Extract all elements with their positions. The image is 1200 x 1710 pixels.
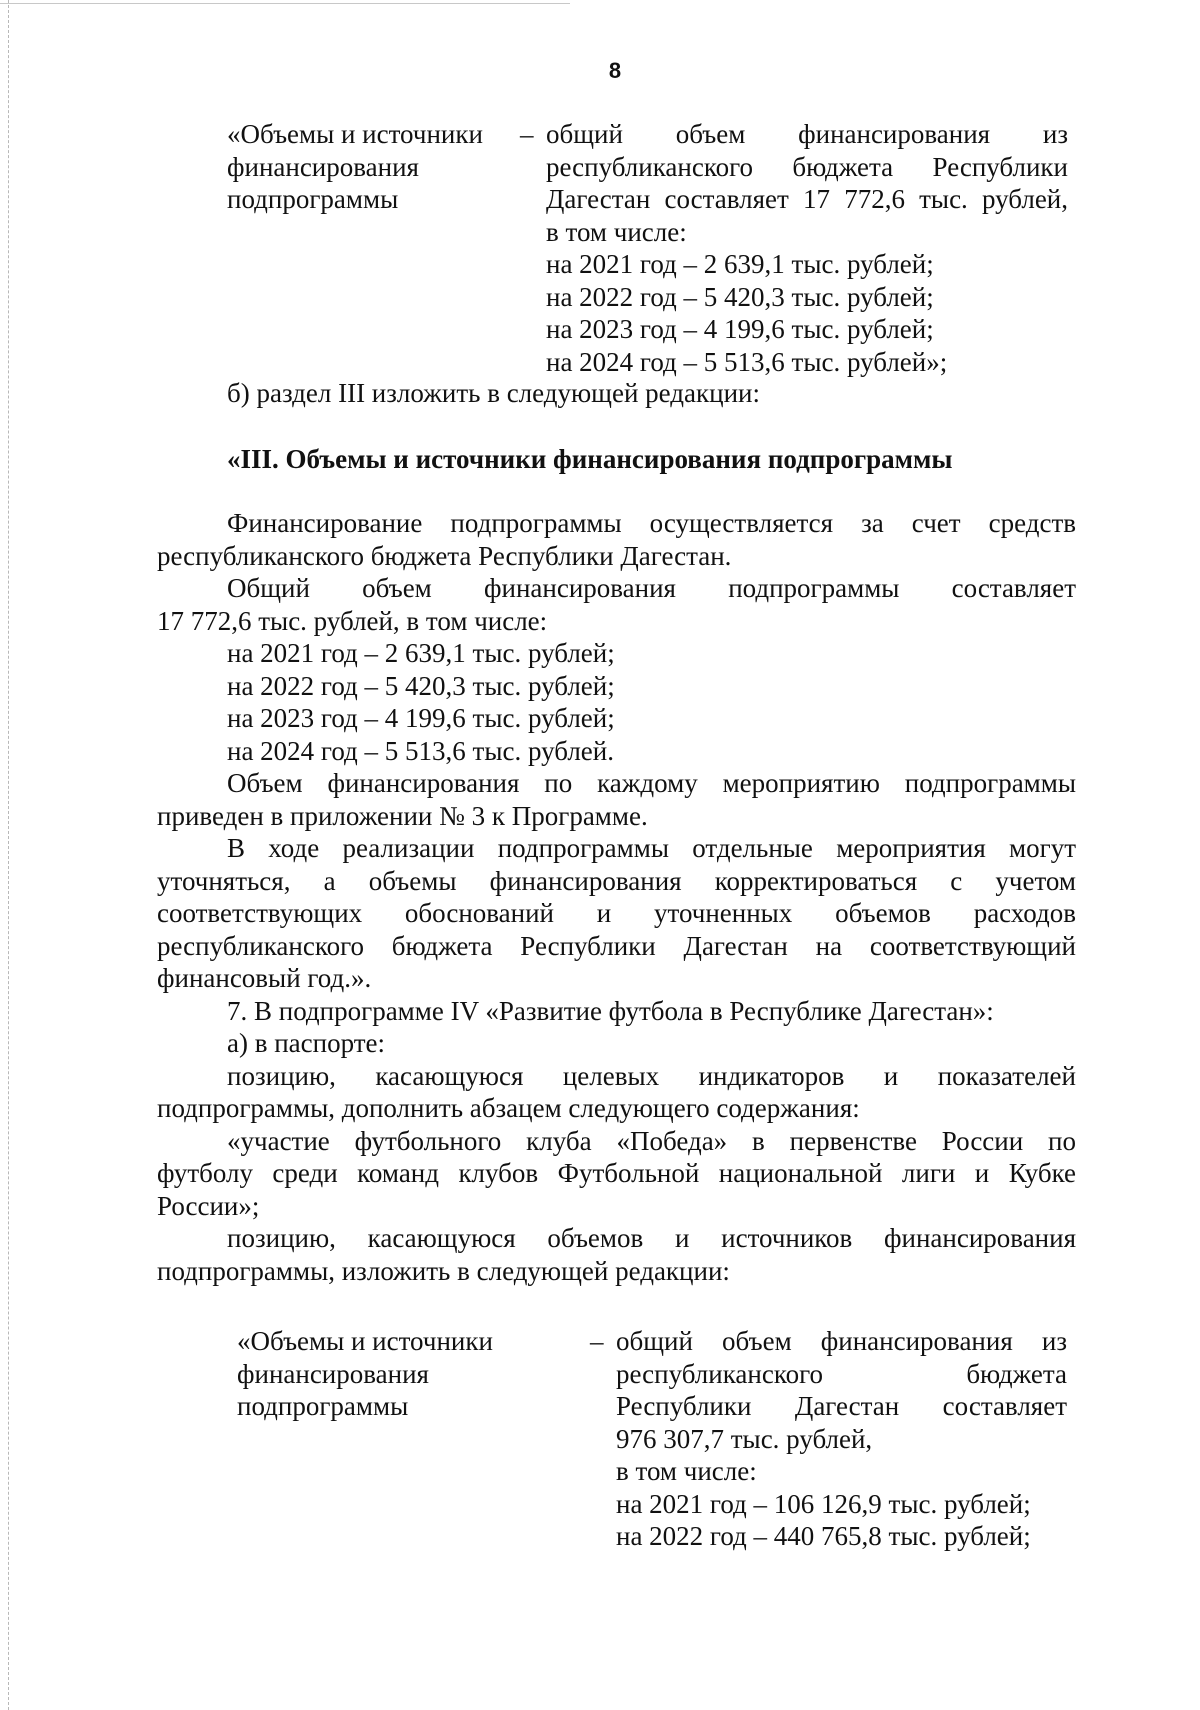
body-line: на 2024 год – 5 513,6 тыс. рублей. [227, 735, 614, 766]
body-line: республиканского бюджета Республики Дагестан. [157, 540, 732, 571]
passport-1-label [227, 118, 517, 216]
body-line: уточняться, а объемы финансирования корректироваться с учетом [157, 865, 1076, 896]
passport-2-label-line: подпрограммы [237, 1391, 409, 1421]
instruction-b: б) раздел III изложить в следующей редакции: [227, 378, 760, 408]
passport-1-label-line: подпрограммы [227, 184, 399, 214]
passport-1-value-line: на 2024 год – 5 513,6 тыс. рублей»; [546, 346, 948, 377]
passport-1-value-line: в том числе: [546, 216, 687, 247]
body-line: России»; [157, 1190, 260, 1221]
body-line: 7. В подпрограмме IV «Развитие футбола в Республике Дагестан»: [227, 995, 994, 1026]
body-line: республиканского бюджета Республики Дагестан на соответствующий [157, 930, 1076, 961]
passport-1-value-line: на 2023 год – 4 199,6 тыс. рублей; [546, 314, 934, 344]
scan-edge-top [0, 3, 570, 4]
body-line: подпрограммы, дополнить абзацем следующего содержания: [157, 1093, 860, 1123]
body-line: на 2022 год – 5 420,3 тыс. рублей; [227, 670, 615, 701]
body-line: финансовый год.». [157, 963, 372, 993]
passport-1-dash: – [520, 119, 534, 149]
body-line: «участие футбольного клуба «Победа» в первенстве России по [227, 1125, 1076, 1156]
body-line: Объем финансирования по каждому мероприятию подпрограммы [227, 768, 1076, 798]
body-line: а) в паспорте: [227, 1028, 386, 1058]
body-line: Общий объем финансирования подпрограммы составляет [227, 573, 1076, 603]
page-number: 8 [608, 58, 622, 83]
passport-2-value-line: на 2022 год – 440 765,8 тыс. рублей; [616, 1521, 1031, 1551]
body-line: подпрограммы, изложить в следующей редакции: [157, 1255, 730, 1286]
passport-1-value [546, 118, 1068, 378]
passport-2-label-line: финансирования [237, 1358, 429, 1389]
passport-1-value-line: на 2021 год – 2 639,1 тыс. рублей; [546, 249, 934, 279]
passport-2-value-line: в том числе: [616, 1456, 757, 1486]
passport-2-label [237, 1325, 557, 1423]
passport-2-value-line: на 2021 год – 106 126,9 тыс. рублей; [616, 1488, 1031, 1519]
passport-2-value-line: Республики Дагестан составляет [616, 1391, 1067, 1421]
scan-edge-left [8, 0, 9, 1710]
passport-1-label-line: финансирования [227, 151, 419, 182]
passport-2-value-line: общий объем финансирования из [616, 1326, 1067, 1356]
passport-2-value [616, 1325, 1067, 1553]
body-line: на 2023 год – 4 199,6 тыс. рублей; [227, 703, 615, 733]
passport-2-label-line: «Объемы и источники [237, 1326, 493, 1356]
passport-1-value-line: республиканского бюджета Республики [546, 151, 1068, 182]
passport-2-value-line: 976 307,7 тыс. рублей, [616, 1423, 873, 1454]
body-line: 17 772,6 тыс. рублей, в том числе: [157, 605, 548, 636]
passport-1-label-line: «Объемы и источники [227, 119, 483, 149]
passport-2-dash: – [590, 1326, 604, 1356]
body-line: В ходе реализации подпрограммы отдельные мероприятия могут [227, 833, 1076, 863]
passport-block-2 [237, 1325, 1067, 1625]
body-line: соответствующих обоснований и уточненных объемов расходов [157, 898, 1076, 928]
passport-1-value-line: Дагестан составляет 17 772,6 тыс. рублей, [546, 184, 1068, 214]
body-line: приведен в приложении № 3 к Программе. [157, 800, 648, 831]
body-text [157, 507, 1076, 1287]
section-heading: «III. Объемы и источники финансирования подпрограммы [227, 444, 953, 474]
body-line: позицию, касающуюся объемов и источников финансирования [227, 1223, 1076, 1253]
body-line: на 2021 год – 2 639,1 тыс. рублей; [227, 638, 615, 668]
passport-1-value-line: на 2022 год – 5 420,3 тыс. рублей; [546, 281, 934, 312]
body-line: Финансирование подпрограммы осуществляется за счет средств [227, 508, 1076, 538]
passport-2-value-line: республиканского бюджета [616, 1358, 1067, 1389]
body-line: позицию, касающуюся целевых индикаторов и показателей [227, 1060, 1076, 1091]
body-line: футболу среди команд клубов Футбольной национальной лиги и Кубке [157, 1158, 1076, 1188]
passport-block-1 [227, 118, 1067, 388]
passport-1-value-line: общий объем финансирования из [546, 119, 1068, 149]
